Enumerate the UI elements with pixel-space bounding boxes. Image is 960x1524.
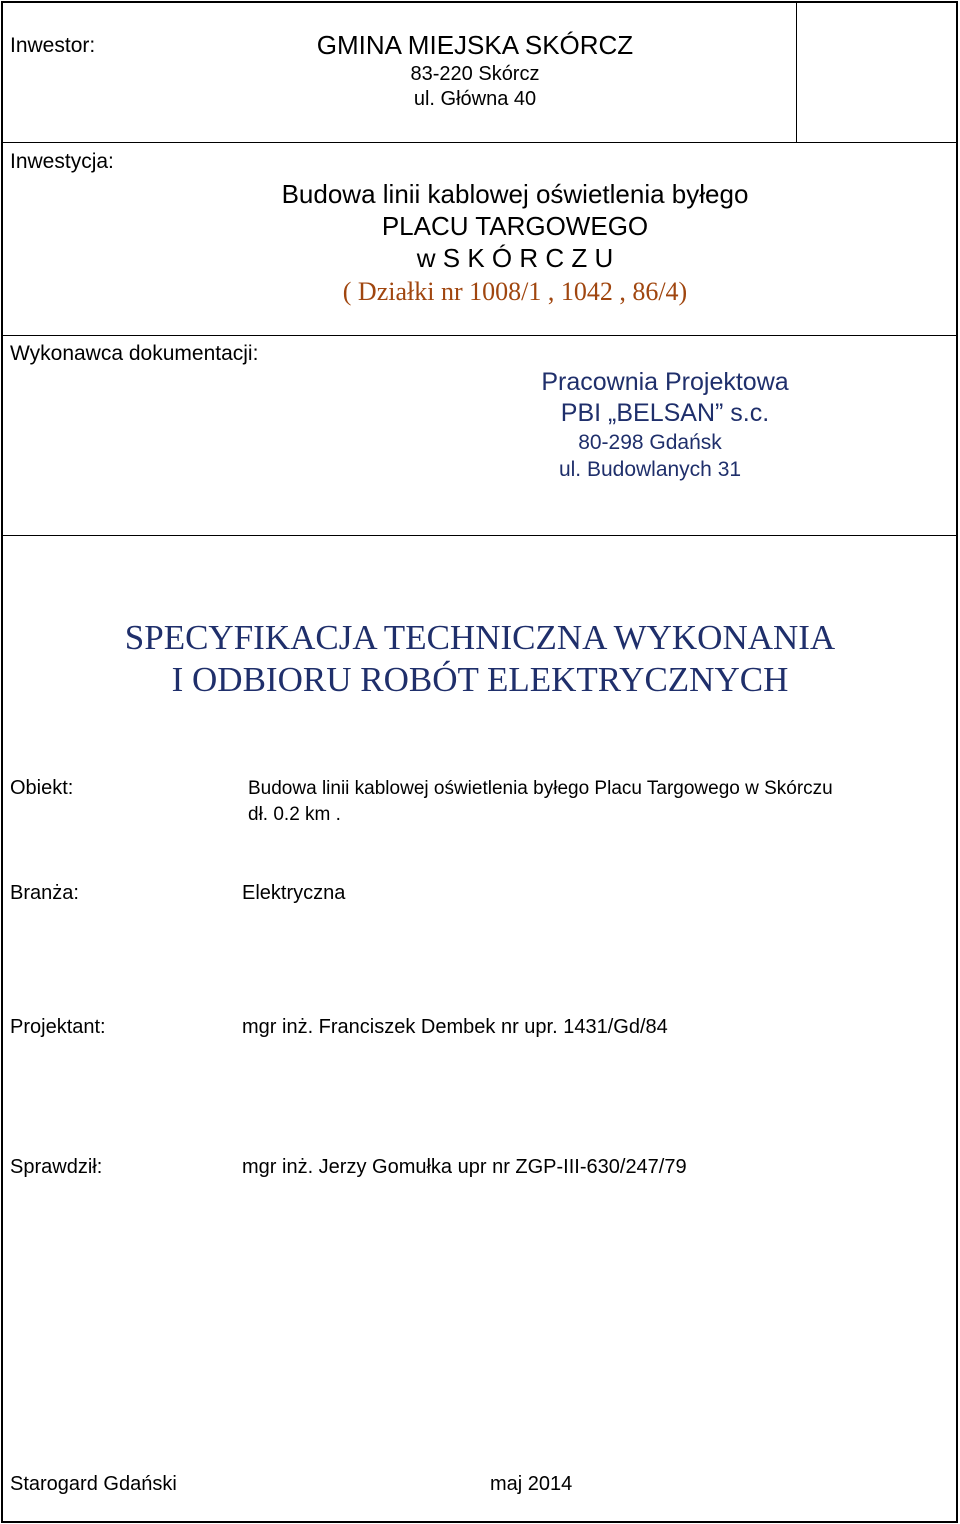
divider-investment (1, 335, 958, 336)
divider-contractor (1, 535, 958, 536)
investment-label: Inwestycja: (10, 150, 114, 173)
investment-line1: Budowa linii kablowej oświetlenia byłego (281, 179, 749, 209)
contractor-company: PBI „BELSAN” s.c. (560, 399, 770, 427)
footer-place: Starogard Gdański (10, 1473, 177, 1495)
investor-name: GMINA MIEJSKA SKÓRCZ (316, 30, 634, 60)
object-label: Obiekt: (10, 777, 74, 799)
frame-right-border (956, 1, 958, 1523)
investment-line2: PLACU TARGOWEGO (381, 211, 649, 241)
contractor-postal: 80-298 Gdańsk (578, 431, 722, 454)
object-value-line1: Budowa linii kablowej oświetlenia byłego Placu Targowego w Skórczu (248, 778, 833, 799)
object-value-line2: dł. 0.2 km . (248, 804, 341, 825)
frame-top-border (1, 1, 958, 3)
investor-label: Inwestor: (10, 34, 96, 57)
investor-postal: 83-220 Skórcz (410, 63, 540, 85)
branch-value: Elektryczna (242, 882, 346, 904)
spec-title-line1: SPECYFIKACJA TECHNICZNA WYKONANIA (124, 618, 836, 657)
spec-title-line2: I ODBIORU ROBÓT ELEKTRYCZNYCH (171, 660, 789, 699)
checker-label: Sprawdził: (10, 1156, 103, 1178)
contractor-name: Pracownia Projektowa (541, 368, 789, 396)
designer-value: mgr inż. Franciszek Dembek nr upr. 1431/Gd/84 (242, 1016, 668, 1038)
footer-date: maj 2014 (490, 1473, 573, 1495)
investment-parcels: ( Działki nr 1008/1 , 1042 , 86/4) (342, 277, 688, 306)
investment-line3: w S K Ó R C Z U (416, 243, 614, 273)
contractor-label: Wykonawca dokumentacji: (10, 342, 259, 365)
divider-investor (1, 142, 958, 143)
investor-street: ul. Główna 40 (413, 88, 537, 110)
frame-bottom-border (1, 1521, 958, 1523)
header-divider-vertical (796, 1, 797, 143)
frame-left-border (1, 1, 3, 1523)
checker-value: mgr inż. Jerzy Gomułka upr nr ZGP-III-630/247/79 (242, 1156, 687, 1178)
branch-label: Branża: (10, 882, 79, 904)
designer-label: Projektant: (10, 1016, 106, 1038)
contractor-street: ul. Budowlanych 31 (558, 458, 742, 481)
